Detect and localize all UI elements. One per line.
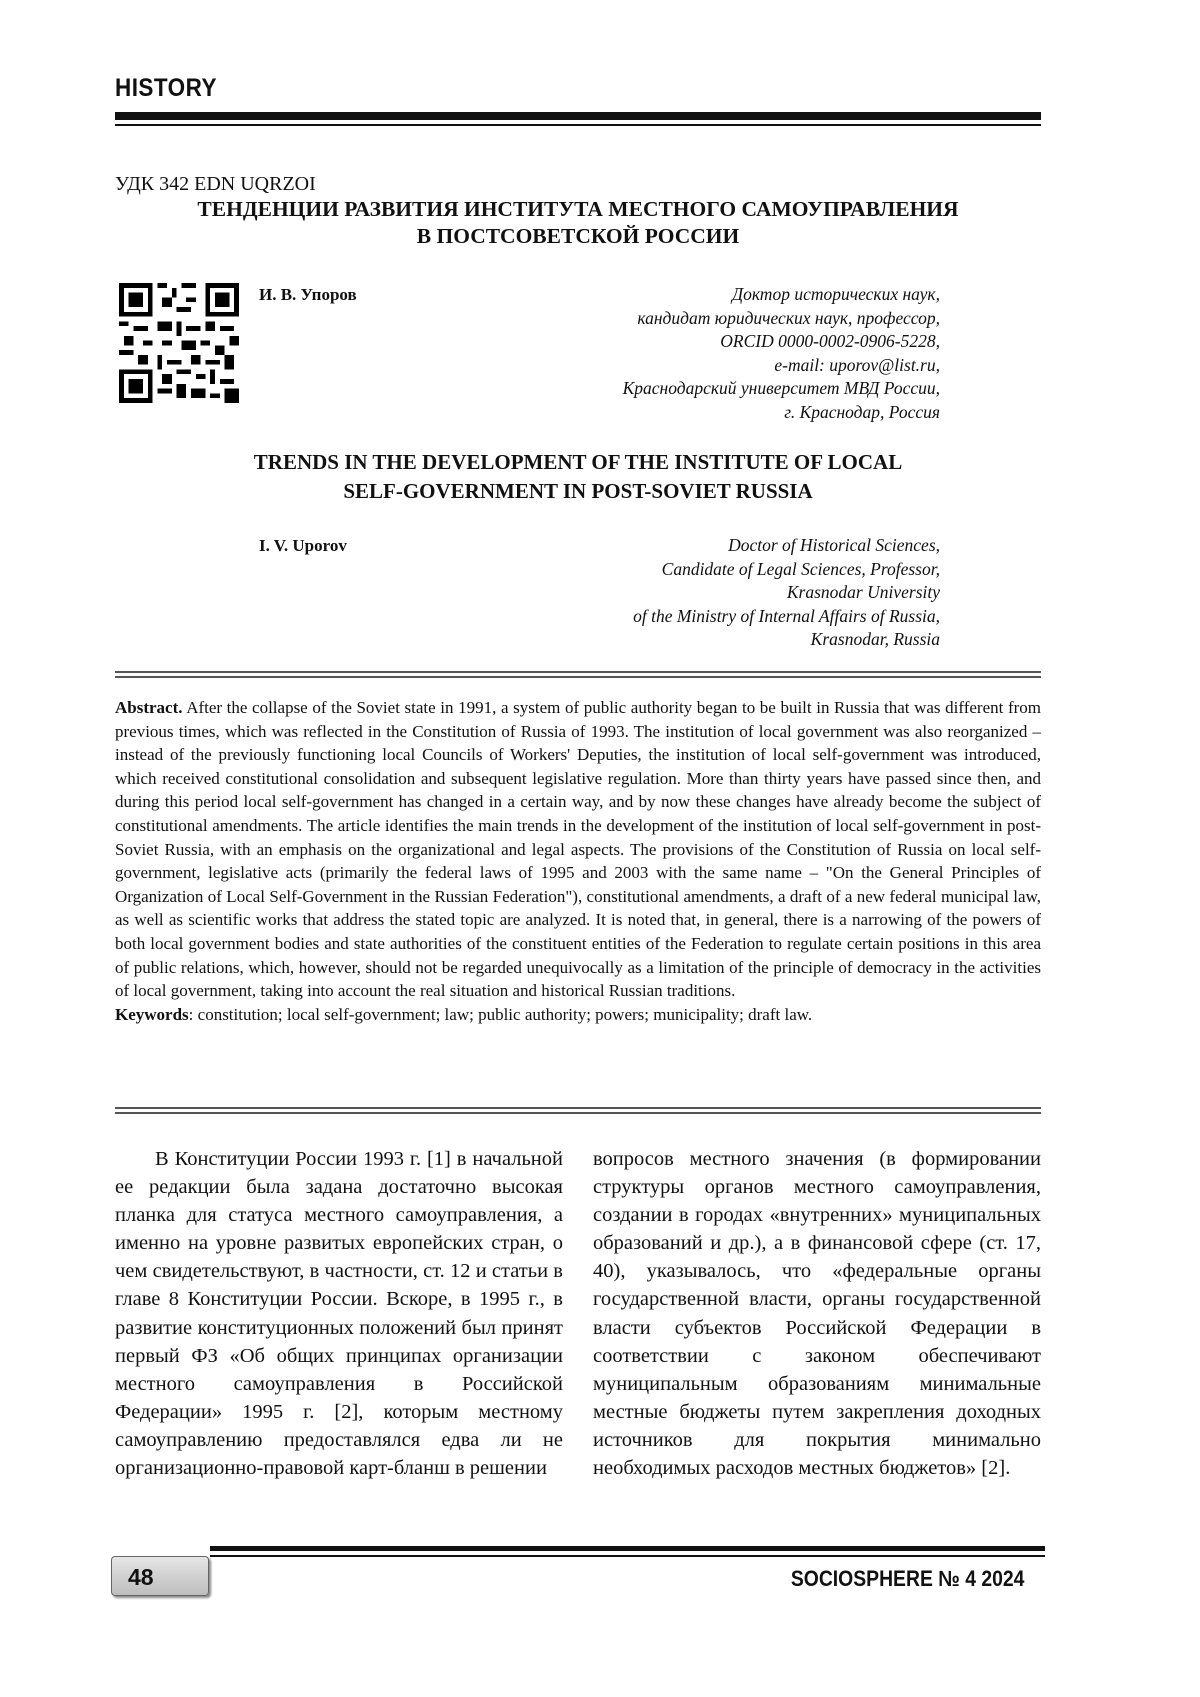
body-column-right [593, 1145, 1041, 1482]
udk-code: УДК 342 EDN UQRZOI [115, 173, 316, 196]
qr-code [119, 283, 239, 403]
keywords-text: : constitution; local self-government; law; public authority; powers; municipality; draft law. [189, 1005, 813, 1024]
header-rule-thick [115, 112, 1041, 120]
author-affiliation-ru: Доктор исторических наук, кандидат юридических наук, профессор, ORCID 0000-0002-0906-5228, e-mail: uporov@list.ru, Краснодарский университет МВД России, г. Краснодар, Россия [440, 283, 940, 424]
body-column-left [115, 1145, 563, 1482]
keywords-label: Keywords [115, 1005, 189, 1024]
author-name-ru: И. В. Упоров [259, 285, 357, 305]
page-number: 48 [111, 1556, 209, 1596]
footer-rule-thin [210, 1555, 1045, 1557]
body-paragraph-1: В Конституции России 1993 г. [1] в начальной ее редакции была задана достаточно высокая планка для статуса местного самоуправления, а именно на уровне развитых европейских стран, о чем свидетельствуют, в частности, ст. 12 и статьи в главе 8 Конституции России. Вскоре, в 1995 г., в развитие конституционных положений был принят первый ФЗ «Об общих принципах организации местного самоуправления в Российской Федерации» 1995 г. [2], которым местному самоуправлению предоставлялся едва ли не организационно-правовой карт-бланш в решении [115, 1145, 563, 1482]
abstract-text: After the collapse of the Soviet state in 1991, a system of public authority began to be built in Russia that was different from previous times, which was reflected in the Constitution of Russia of 1993. The institution of local government was also reorganized – instead of the previously functioning local Councils of Workers' Deputies, the institution of local self-government was introduced, which received constitutional consolidation and subsequent legislative regulation. More than thirty years have passed since then, and during this period local self-government has changed in a certain way, and by now these changes have already become the subject of constitutional amendments. The article identifies the main trends in the development of the institution of local self-government in post-Soviet Russia, with an emphasis on the organizational and legal aspects. The provisions of the Constitution of Russia on local self-government, legislative acts (primarily the federal laws of 1995 and 2003 with the same name – "On the General Principles of Organization of Local Self-Government in the Russian Federation"), constitutional amendments, a draft of a new federal municipal law, as well as scientific works that address the stated topic are analyzed. It is noted that, in general, there is a narrowing of the powers of both local government bodies and state authorities of the constituent entities of the Federation to regulate certain positions in this area of public relations, which, however, should not be regarded unequivocally as a limitation of the principle of democracy in the activities of local government, taking into account the real situation and historical Russian traditions. [115, 698, 1041, 1000]
title-en: TRENDS IN THE DEVELOPMENT OF THE INSTITUTE OF LOCAL SELF-GOVERNMENT IN POST-SOVIET RUSSIA [115, 448, 1041, 506]
body-paragraph-2: вопросов местного значения (в формировании структуры органов местного самоуправления, создании в городах «внутренних» муниципальных образований и др.), а в финансовой сфере (ст. 17, 40), указывалось, что «федеральные органы государственной власти, органы государственной власти субъектов Российской Федерации в соответствии с законом обеспечивают муниципальным образованиям минимальные местные бюджеты путем закрепления доходных источников для покрытия минимально необходимых расходов местных бюджетов» [2]. [593, 1145, 1041, 1482]
section-label: HISTORY [115, 74, 217, 103]
abstract-bottom-rule [115, 1107, 1041, 1117]
title-ru: ТЕНДЕНЦИИ РАЗВИТИЯ ИНСТИТУТА МЕСТНОГО САМОУПРАВЛЕНИЯ В ПОСТСОВЕТСКОЙ РОССИИ [115, 196, 1041, 250]
author-name-en: I. V. Uporov [259, 536, 347, 556]
footer-rule-thick [210, 1546, 1045, 1551]
abstract [115, 696, 1041, 1026]
abstract-label: Abstract. [115, 698, 183, 717]
header-rule-thin [115, 124, 1041, 126]
author-affiliation-en: Doctor of Historical Sciences, Candidate of Legal Sciences, Professor, Krasnodar University of the Ministry of Internal Affairs of Russia, Krasnodar, Russia [440, 534, 940, 652]
journal-name: SOCIOSPHERE № 4 2024 [790, 1566, 1024, 1592]
abstract-top-rule [115, 671, 1041, 681]
